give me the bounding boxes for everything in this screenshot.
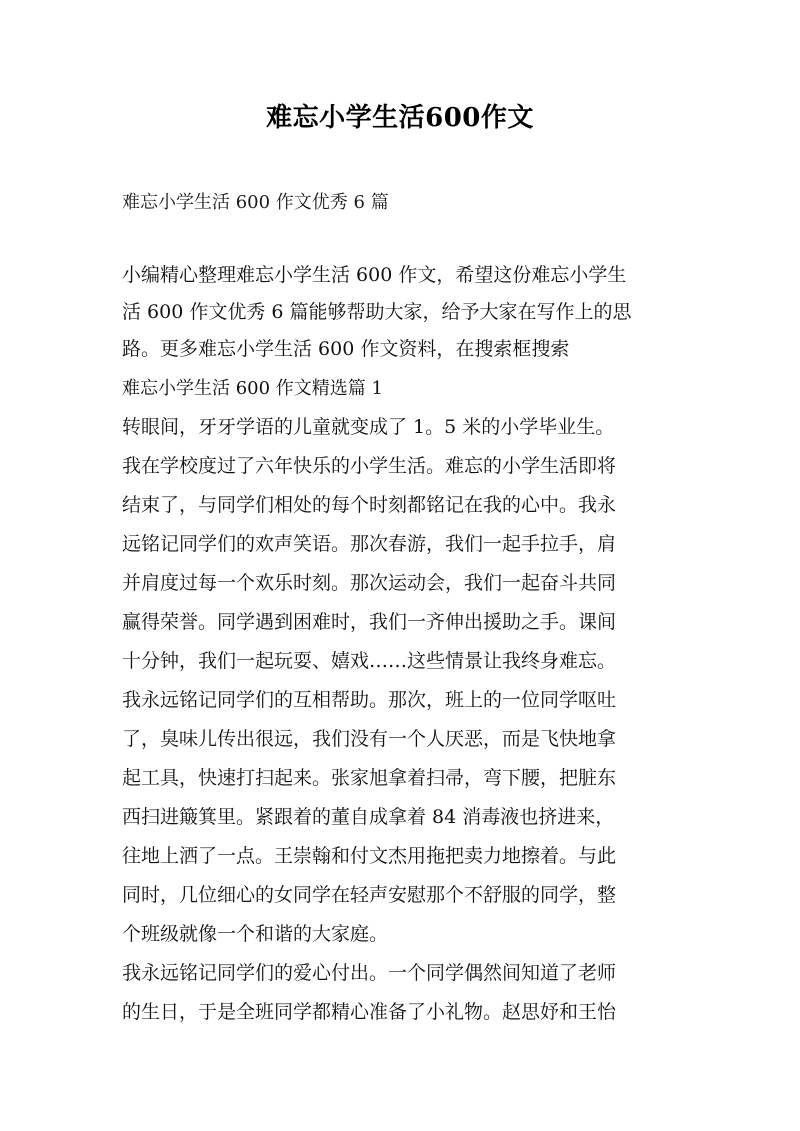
intro-line: 活 600 作文优秀 6 篇能够帮助大家，给予大家在写作上的思 (122, 301, 632, 323)
document-title: 难忘小学生活600作文 (266, 103, 534, 133)
section-heading: 难忘小学生活 600 作文精选篇 1 (122, 378, 383, 399)
intro-line: 路。更多难忘小学生活 600 作文资料，在搜索框搜索 (122, 338, 570, 360)
body-line: 远铭记同学们的欢声笑语。那次春游，我们一起手拉手，肩 (122, 533, 617, 555)
body-line: 赢得荣誉。同学遇到困难时，我们一齐伸出援助之手。课间 (122, 611, 617, 633)
body-line: 我在学校度过了六年快乐的小学生活。难忘的小学生活即将 (122, 455, 617, 477)
body-line: 同时，几位细心的女同学在轻声安慰那个不舒服的同学，整 (122, 884, 617, 906)
body-line: 西扫进簸箕里。紧跟着的董自成拿着 84 消毒液也挤进来， (122, 806, 615, 828)
body-line: 起工具，快速打扫起来。张家旭拿着扫帚，弯下腰，把脏东 (122, 767, 617, 789)
body-line: 我永远铭记同学们的互相帮助。那次，班上的一位同学呕吐 (122, 689, 617, 711)
body-line: 转眼间，牙牙学语的儿童就变成了 1。5 米的小学毕业生。 (122, 416, 615, 438)
intro-line: 小编精心整理难忘小学生活 600 作文，希望这份难忘小学生 (122, 264, 627, 286)
body-line: 并肩度过每一个欢乐时刻。那次运动会，我们一起奋斗共同 (122, 572, 617, 594)
body-line: 十分钟，我们一起玩耍、嬉戏……这些情景让我终身难忘。 (122, 650, 617, 672)
body-line: 了，臭味儿传出很远，我们没有一个人厌恶，而是飞快地拿 (122, 728, 617, 750)
body-line: 的生日，于是全班同学都精心准备了小礼物。赵思妤和王怡 (122, 1001, 617, 1023)
document-subtitle: 难忘小学生活 600 作文优秀 6 篇 (122, 192, 389, 213)
body-line: 个班级就像一个和谐的大家庭。 (122, 923, 389, 945)
body-line: 我永远铭记同学们的爱心付出。一个同学偶然间知道了老师 (122, 962, 617, 984)
body-line: 往地上洒了一点。王崇翰和付文杰用拖把卖力地擦着。与此 (122, 845, 617, 867)
body-line: 结束了，与同学们相处的每个时刻都铭记在我的心中。我永 (122, 494, 617, 516)
